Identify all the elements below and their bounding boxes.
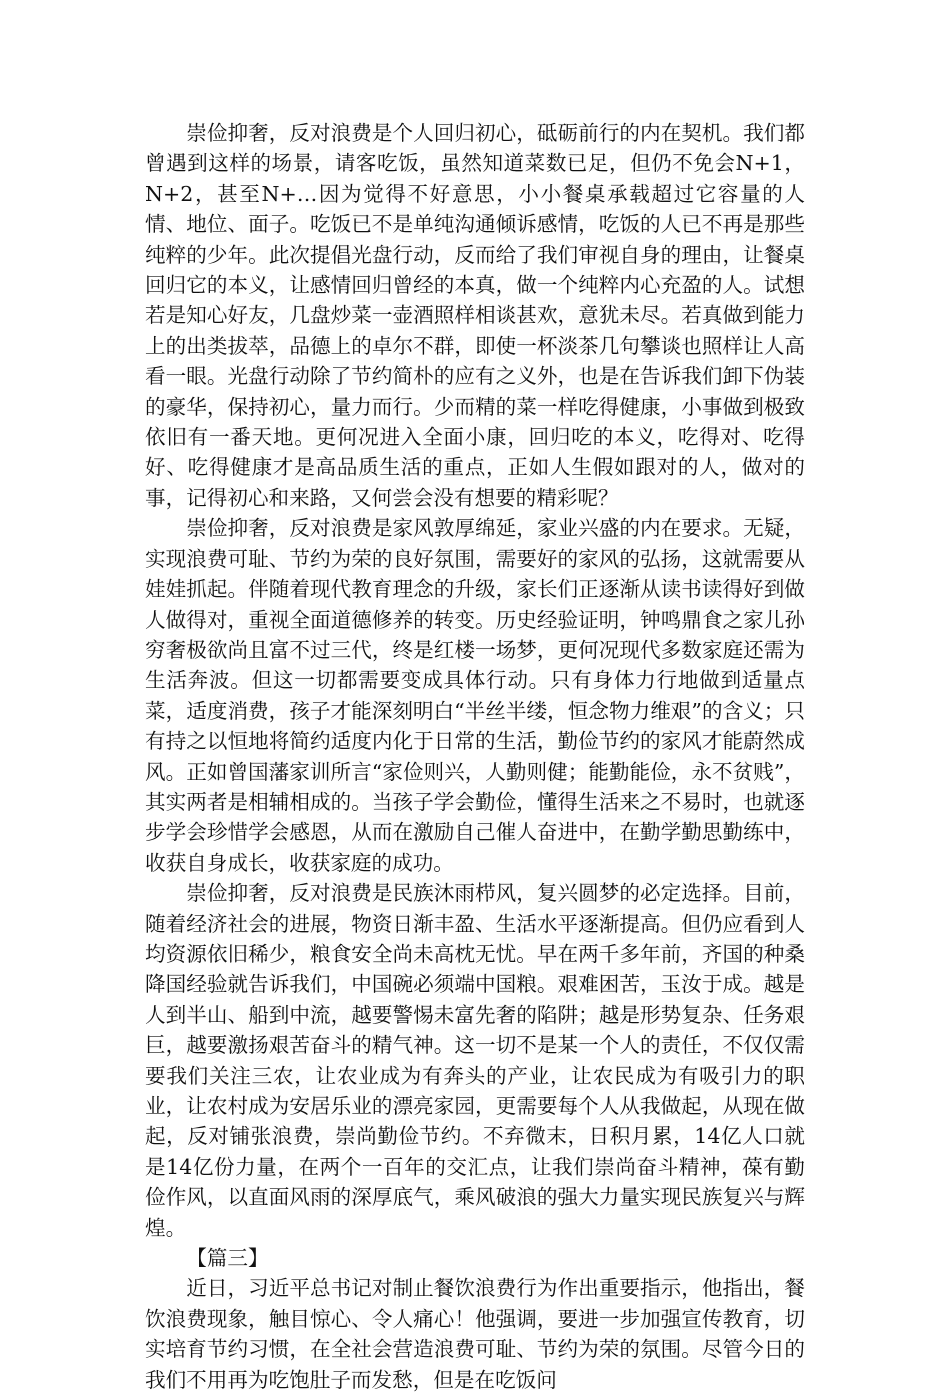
paragraph-final: 近日，习近平总书记对制止餐饮浪费行为作出重要指示，他指出，餐饮浪费现象，触目惊心、令人痛心！他强调，要进一步加强宣传教育，切实培育节约习惯，在全社会营造浪费可耻、节约为荣的氛围。尽管今日的我们不用再为吃饱肚子而发愁，但是在吃饭问 xyxy=(145,1276,805,1392)
paragraph-family: 崇俭抑奢，反对浪费是家风敦厚绵延，家业兴盛的内在要求。无疑，实现浪费可耻、节约为荣的良好氛围，需要好的家风的弘扬，这就需要从娃娃抓起。伴随着现代教育理念的升级，家长们正逐渐从读书读得好到做人做得对，重视全面道德修养的转变。历史经验证明，钟鸣鼎食之家儿孙穷奢极欲尚且富不过三代，终是红楼一场梦，更何况现代多数家庭还需为生活奔波。但这一切都需要变成具体行动。只有身体力行地做到适量点菜，适度消费，孩子才能深刻明白“半丝半缕，恒念物力维艰”的含义；只有持之以恒地将简约适度内化于日常的生活，勤俭节约的家风才能蔚然成风。正如曾国藩家训所言“家俭则兴，人勤则健；能勤能俭，永不贫贱”，其实两者是相辅相成的。当孩子学会勤俭，懂得生活来之不易时，也就逐步学会珍惜学会感恩，从而在激励自己催人奋进中，在勤学勤思勤练中，收获自身成长，收获家庭的成功。 xyxy=(145,516,805,875)
paragraph-nation: 崇俭抑奢，反对浪费是民族沐雨栉风，复兴圆梦的必定选择。目前，随着经济社会的进展，物资日渐丰盈、生活水平逐渐提高。但仍应看到人均资源依旧稀少，粮食安全尚未高枕无忧。早在两千多年前，齐国的种桑降国经验就告诉我们，中国碗必须端中国粮。艰难困苦，玉汝于成。越是人到半山、船到中流，越要警惕未富先奢的陷阱；越是形势复杂、任务艰巨，越要激扬艰苦奋斗的精气神。这一切不是某一个人的责任，不仅仅需要我们关注三农，让农业成为有奔头的产业，让农民成为有吸引力的职业，让农村成为安居乐业的漂亮家园，更需要每个人从我做起，从现在做起，反对铺张浪费，崇尚勤俭节约。不弃微末，日积月累，14亿人口就是14亿份力量，在两个一百年的交汇点，让我们崇尚奋斗精神，葆有勤俭作风，以直面风雨的深厚底气，乘风破浪的强大力量实现民族复兴与辉煌。 xyxy=(145,881,805,1240)
section-heading: 【篇三】 xyxy=(186,1246,269,1271)
paragraph-personal: 崇俭抑奢，反对浪费是个人回归初心，砥砺前行的内在契机。我们都曾遇到这样的场景，请客吃饭，虽然知道菜数已足，但仍不免会N+1，N+2，甚至N+…因为觉得不好意思，小小餐桌承载超过它容量的人情、地位、面子。吃饭已不是单纯沟通倾诉感情，吃饭的人已不再是那些纯粹的少年。此次提倡光盘行动，反而给了我们审视自身的理由，让餐桌回归它的本义，让感情回归曾经的本真，做一个纯粹内心充盈的人。试想若是知心好友，几盘炒菜一壶酒照样相谈甚欢，意犹未尽。若真做到能力上的出类拔萃，品德上的卓尔不群，即使一杯淡茶几句攀谈也照样让人高看一眼。光盘行动除了节约简朴的应有之义外，也是在告诉我们卸下伪装的豪华，保持初心，量力而行。少而精的菜一样吃得健康，小事做到极致依旧有一番天地。更何况进入全面小康，回归吃的本义，吃得对、吃得好、吃得健康才是高品质生活的重点，正如人生假如跟对的人，做对的事，记得初心和来路，又何尝会没有想要的精彩呢？ xyxy=(145,121,805,510)
document-body xyxy=(145,118,805,1395)
